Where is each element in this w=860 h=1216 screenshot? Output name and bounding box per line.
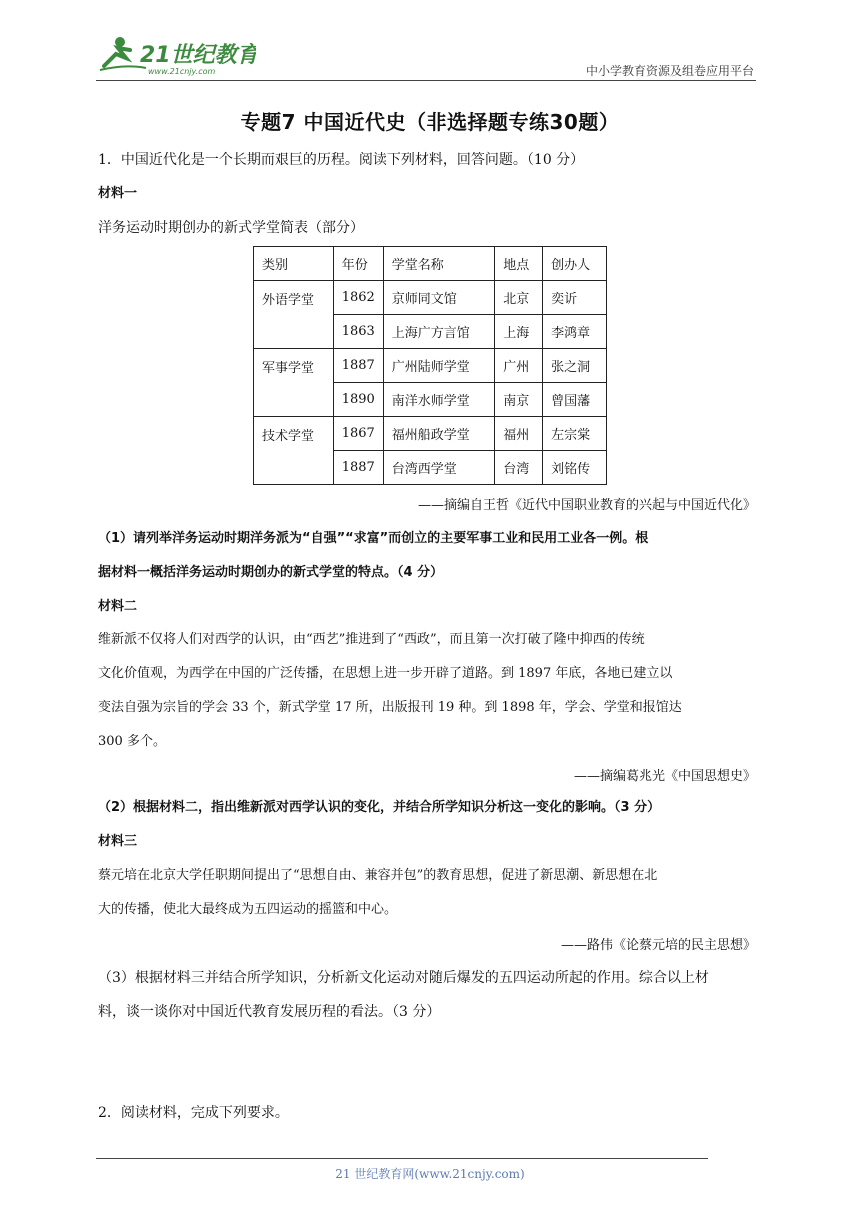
table-cell-name: 福州船政学堂 bbox=[383, 417, 495, 451]
table-cell-founder: 李鸿章 bbox=[543, 315, 607, 349]
table-cell-place: 南京 bbox=[495, 383, 543, 417]
table-cell-year: 1867 bbox=[333, 417, 383, 451]
table-cell-founder: 曾国藩 bbox=[543, 383, 607, 417]
logo-url: www.21cnjy.com bbox=[148, 67, 216, 76]
footer-link[interactable]: 21 世纪教育网(www.21cnjy.com) bbox=[335, 1167, 525, 1181]
table-row bbox=[254, 417, 607, 451]
table-cell-place: 台湾 bbox=[495, 451, 543, 485]
table-cell-name: 南洋水师学堂 bbox=[383, 383, 495, 417]
q2-stem: 2．阅读材料，完成下列要求。 bbox=[98, 1105, 289, 1121]
table-header-cell: 地点 bbox=[495, 247, 543, 281]
table-cell-year: 1862 bbox=[333, 281, 383, 315]
table-cell-place: 北京 bbox=[495, 281, 543, 315]
sub-question-3-line2: 料，谈一谈你对中国近代教育发展历程的看法。（3 分） bbox=[98, 1004, 441, 1020]
material-2-line: 300 多个。 bbox=[98, 734, 166, 749]
table-header-cell: 创办人 bbox=[543, 247, 607, 281]
table-cell-place: 广州 bbox=[495, 349, 543, 383]
logo-text: 21世纪教育 bbox=[140, 43, 256, 68]
material-2-label: 材料二 bbox=[98, 599, 138, 614]
table-cell-category: 技术学堂 bbox=[254, 417, 334, 485]
material-1-source: ——摘编自王哲《近代中国职业教育的兴起与中国近代化》 bbox=[417, 498, 756, 513]
table-cell-name: 京师同文馆 bbox=[383, 281, 495, 315]
sub-question-3-line1: （3）根据材料三并结合所学知识，分析新文化运动对随后爆发的五四运动所起的作用。综合以上材 bbox=[98, 970, 709, 986]
table-cell-founder: 张之洞 bbox=[543, 349, 607, 383]
table-cell-name: 上海广方言馆 bbox=[383, 315, 495, 349]
table-cell-place: 上海 bbox=[495, 315, 543, 349]
table-cell-year: 1890 bbox=[333, 383, 383, 417]
material-2-line: 维新派不仅将人们对西学的认识，由“西艺”推进到了“西政”，而且第一次打破了隆中抑西的传统 bbox=[98, 632, 645, 647]
table-cell-year: 1887 bbox=[333, 349, 383, 383]
table-cell-name: 广州陆师学堂 bbox=[383, 349, 495, 383]
platform-name: 中小学教育资源及组卷应用平台 bbox=[585, 64, 754, 78]
material-3-label: 材料三 bbox=[98, 834, 138, 849]
material-2-line: 变法自强为宗旨的学会 33 个，新式学堂 17 所，出版报刊 19 种。到 1898 年，学会、学堂和报馆达 bbox=[98, 700, 682, 715]
table-cell-founder: 刘铭传 bbox=[543, 451, 607, 485]
table-row bbox=[254, 349, 607, 383]
material-2-line: 文化价值观，为西学在中国的广泛传播，在思想上进一步开辟了道路。到 1897 年底，各地已建立以 bbox=[98, 666, 673, 681]
sub-question-2: （2）根据材料二，指出维新派对西学认识的变化，并结合所学知识分析这一变化的影响。（3 分） bbox=[98, 800, 661, 815]
sub-question-1-line1: （1）请列举洋务运动时期洋务派为“自强”“求富”而创立的主要军事工业和民用工业各一例。根 bbox=[98, 531, 649, 546]
material-2-source: ——摘编葛兆光《中国思想史》 bbox=[573, 769, 756, 784]
table-cell-name: 台湾西学堂 bbox=[383, 451, 495, 485]
header-divider bbox=[96, 80, 756, 81]
table-header-cell: 类别 bbox=[254, 247, 334, 281]
q1-stem: 1．中国近代化是一个长期而艰巨的历程。阅读下列材料，回答问题。（10 分） bbox=[98, 152, 585, 168]
table-cell-category: 军事学堂 bbox=[254, 349, 334, 417]
table-header-cell: 年份 bbox=[333, 247, 383, 281]
table-row bbox=[254, 281, 607, 315]
material-1-label: 材料一 bbox=[98, 186, 138, 201]
site-logo bbox=[96, 34, 256, 78]
material-3-line: 蔡元培在北京大学任职期间提出了“思想自由、兼容并包”的教育思想，促进了新思潮、新思想在北 bbox=[98, 868, 658, 883]
table-cell-founder: 左宗棠 bbox=[543, 417, 607, 451]
material-3-line: 大的传播，使北大最终成为五四运动的摇篮和中心。 bbox=[98, 902, 398, 917]
footer-divider bbox=[96, 1158, 708, 1159]
table-cell-category: 外语学堂 bbox=[254, 281, 334, 349]
table-header-cell: 学堂名称 bbox=[383, 247, 495, 281]
page-title: 专题7 中国近代史（非选择题专练30题） bbox=[240, 110, 620, 134]
table-header-row bbox=[254, 247, 607, 281]
schools-table bbox=[253, 246, 607, 485]
table-cell-year: 1887 bbox=[333, 451, 383, 485]
table-cell-year: 1863 bbox=[333, 315, 383, 349]
material-1-caption: 洋务运动时期创办的新式学堂简表（部分） bbox=[98, 220, 364, 236]
table-cell-founder: 奕䜣 bbox=[543, 281, 607, 315]
material-3-source: ——路伟《论蔡元培的民主思想》 bbox=[560, 938, 756, 953]
sub-question-1-line2: 据材料一概括洋务运动时期创办的新式学堂的特点。（4 分） bbox=[98, 565, 444, 580]
table-cell-place: 福州 bbox=[495, 417, 543, 451]
